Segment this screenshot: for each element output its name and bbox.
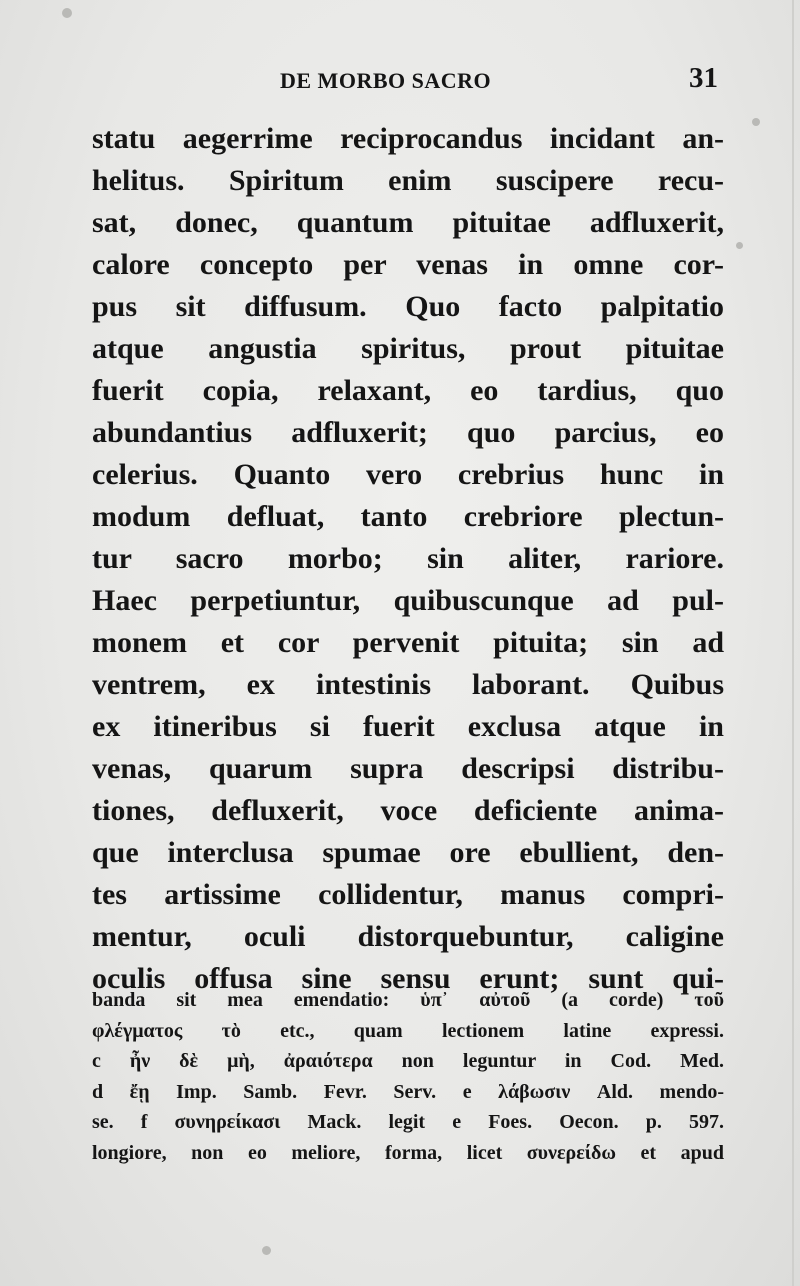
paper-speck [62,8,72,18]
footnote-line: banda sit mea emendatio: ὑπ᾽ αὐτοῦ (a corde) τοῦ [92,989,724,1011]
text-line: fuerit copia, relaxant, eo tardius, quo [92,374,724,407]
page-header [92,62,718,102]
text-line: statu aegerrime reciprocandus incidant an- [92,122,724,155]
text-line: tur sacro morbo; sin aliter, rariore. [92,542,724,575]
text-line: tes artissime collidentur, manus compri- [92,878,724,911]
text-line: venas, quarum supra descripsi distribu- [92,752,724,785]
text-line: mentur, oculi distorquebuntur, caligine [92,920,724,953]
main-text-block [92,118,724,1000]
paper-speck [262,1246,271,1255]
paper-speck [752,118,760,126]
running-title: DE MORBO SACRO [280,68,492,93]
footnotes-block [92,985,724,1168]
text-line: pus sit diffusum. Quo facto palpitatio [92,290,724,323]
footnote-line: se. f συνηρείκασι Mack. legit e Foes. Oecon. p. 597. [92,1111,724,1133]
text-line: abundantius adfluxerit; quo parcius, eo [92,416,724,449]
text-line: celerius. Quanto vero crebrius hunc in [92,458,724,491]
page-edge [792,0,794,1286]
text-line: sat, donec, quantum pituitae adfluxerit, [92,206,724,239]
paper-speck [736,242,743,249]
text-line: modum defluat, tanto crebriore plectun- [92,500,724,533]
text-line: Haec perpetiuntur, quibuscunque ad pul- [92,584,724,617]
text-line: ventrem, ex intestinis laborant. Quibus [92,668,724,701]
text-line: calore concepto per venas in omne cor- [92,248,724,281]
text-line: ex itineribus si fuerit exclusa atque in [92,710,724,743]
text-line: tiones, defluxerit, voce deficiente anima- [92,794,724,827]
text-line: helitus. Spiritum enim suscipere recu- [92,164,724,197]
footnote-line: longiore, non eo meliore, forma, licet συνερείδω et apud [92,1141,724,1164]
footnote-line: c ἦν δὲ μὴ, ἀραιότερα non leguntur in Cod. Med. [92,1050,724,1072]
text-line: atque angustia spiritus, prout pituitae [92,332,724,365]
page-number: 31 [689,62,718,94]
text-line: monem et cor pervenit pituita; sin ad [92,626,724,659]
footnote-line: φλέγματος τὸ etc., quam lectionem latine expressi. [92,1019,724,1042]
footnote-line: d ἔῃ Imp. Samb. Fevr. Serv. e λάβωσιν Ald. mendo- [92,1080,724,1103]
text-line: oculis offusa sine sensu erunt; sunt qui- [92,962,724,995]
text-line: que interclusa spumae ore ebullient, den- [92,836,724,869]
